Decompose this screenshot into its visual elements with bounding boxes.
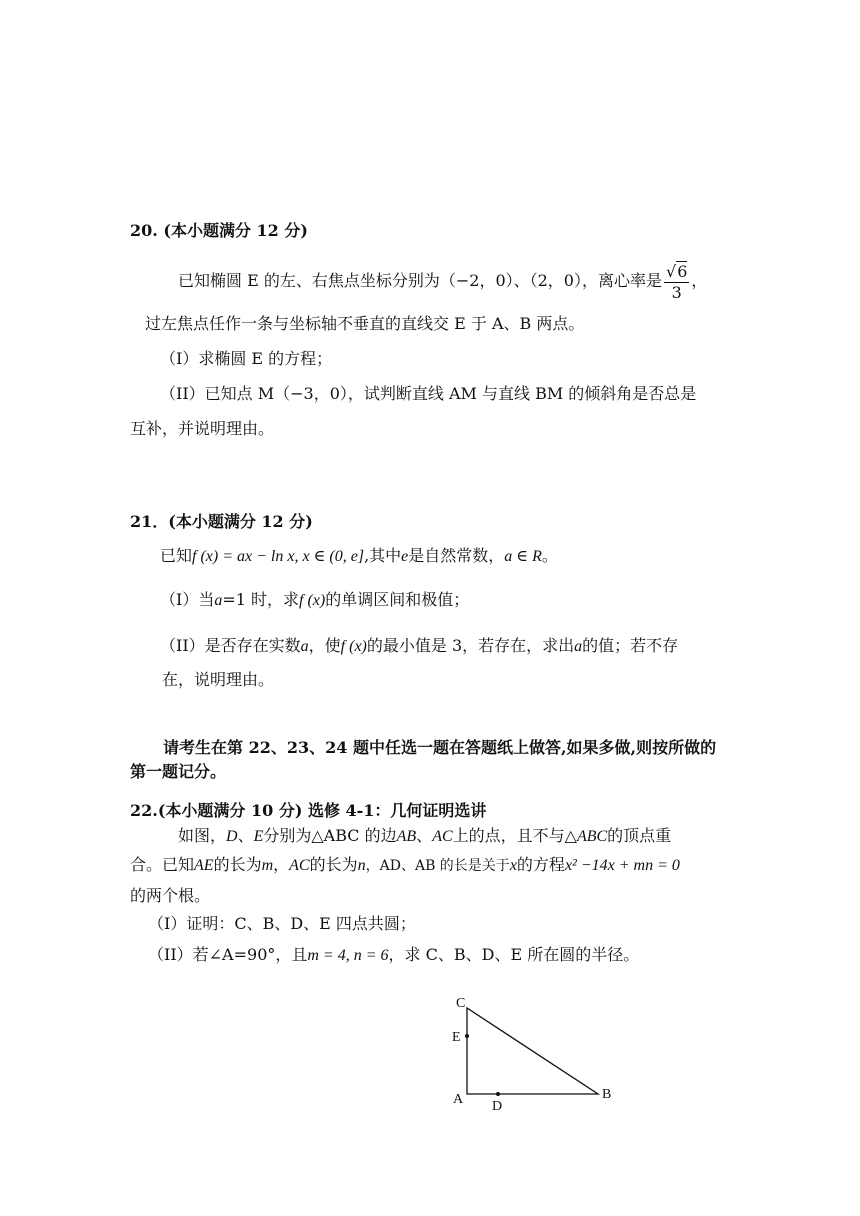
quadratic-equation: x² −14x + mn = 0 [564,857,680,874]
q20-line1-text: 已知椭圆 E 的左、右焦点坐标分别为（−2，0）、（2，0），离心率是 [178,271,662,290]
q21-title: 21．(本小题满分 12 分) [130,512,313,531]
q22-line2: 合。已知AE的长为m，AC的长为n，AD、AB 的长是关于x的方程x² −14x + mn = 0 [130,855,680,874]
point-d [496,1092,500,1096]
frac-numerator: 6 [677,261,688,281]
q22-part2: （II）若∠A=90°，且m = 4, n = 6，求 C、B、D、E 所在圆的半径。 [148,945,640,964]
function-definition: f (x) = ax − ln x, x ∈ (0, e] [192,548,365,565]
label-e: E [452,1030,461,1045]
notice-line1: 请考生在第 22、23、24 题中任选一题在答题纸上做答,如果多做,则按所做的 [163,738,717,757]
q21-part1: （I）当a=1 时，求f (x)的单调区间和极值； [160,590,470,609]
eccentricity-fraction: $\frac{√6}{3}$ [665,261,688,302]
q22-line1: 如图，D、E分别为△ABC 的边AB、AC上的点，且不与△ABC的顶点重 [178,826,672,845]
q21-part2: （II）是否存在实数a，使f (x)的最小值是 3，若存在，求出a的值；若不存 [160,636,679,655]
triangle-abc [467,1008,598,1094]
q21-part2-cont: 在，说明理由。 [162,670,275,689]
label-a: A [453,1092,464,1107]
q20-line2: 过左焦点任作一条与坐标轴不垂直的直线交 E 于 A、B 两点。 [145,314,585,333]
label-b: B [602,1087,612,1102]
label-d: D [492,1099,503,1114]
q20-title: 20. (本小题满分 12 分) [130,221,308,240]
q20-part1: （I）求椭圆 E 的方程； [160,349,333,368]
q20-part2: （II）已知点 M（−3，0），试判断直线 AM 与直线 BM 的倾斜角是否总是 [160,384,697,403]
q21-line1: 已知f (x) = ax − ln x, x ∈ (0, e],其中e是自然常数，a ∈ R。 [160,546,558,565]
q20-part2-cont: 互补，并说明理由。 [130,419,275,438]
frac-denominator: 3 [671,282,682,302]
q22-line3: 的两个根。 [130,886,211,905]
label-c: C [456,996,466,1011]
q22-part1: （I）证明：C、B、D、E 四点共圆； [148,914,416,933]
q20-line1: 已知椭圆 E 的左、右焦点坐标分别为（−2，0）、（2，0），离心率是 $\frac{√6}{3}$ ， [178,261,708,302]
q22-title: 22.(本小题满分 10 分) 选修 4-1：几何证明选讲 [130,801,487,820]
point-e [465,1034,469,1038]
notice-line2: 第一题记分。 [130,762,227,781]
